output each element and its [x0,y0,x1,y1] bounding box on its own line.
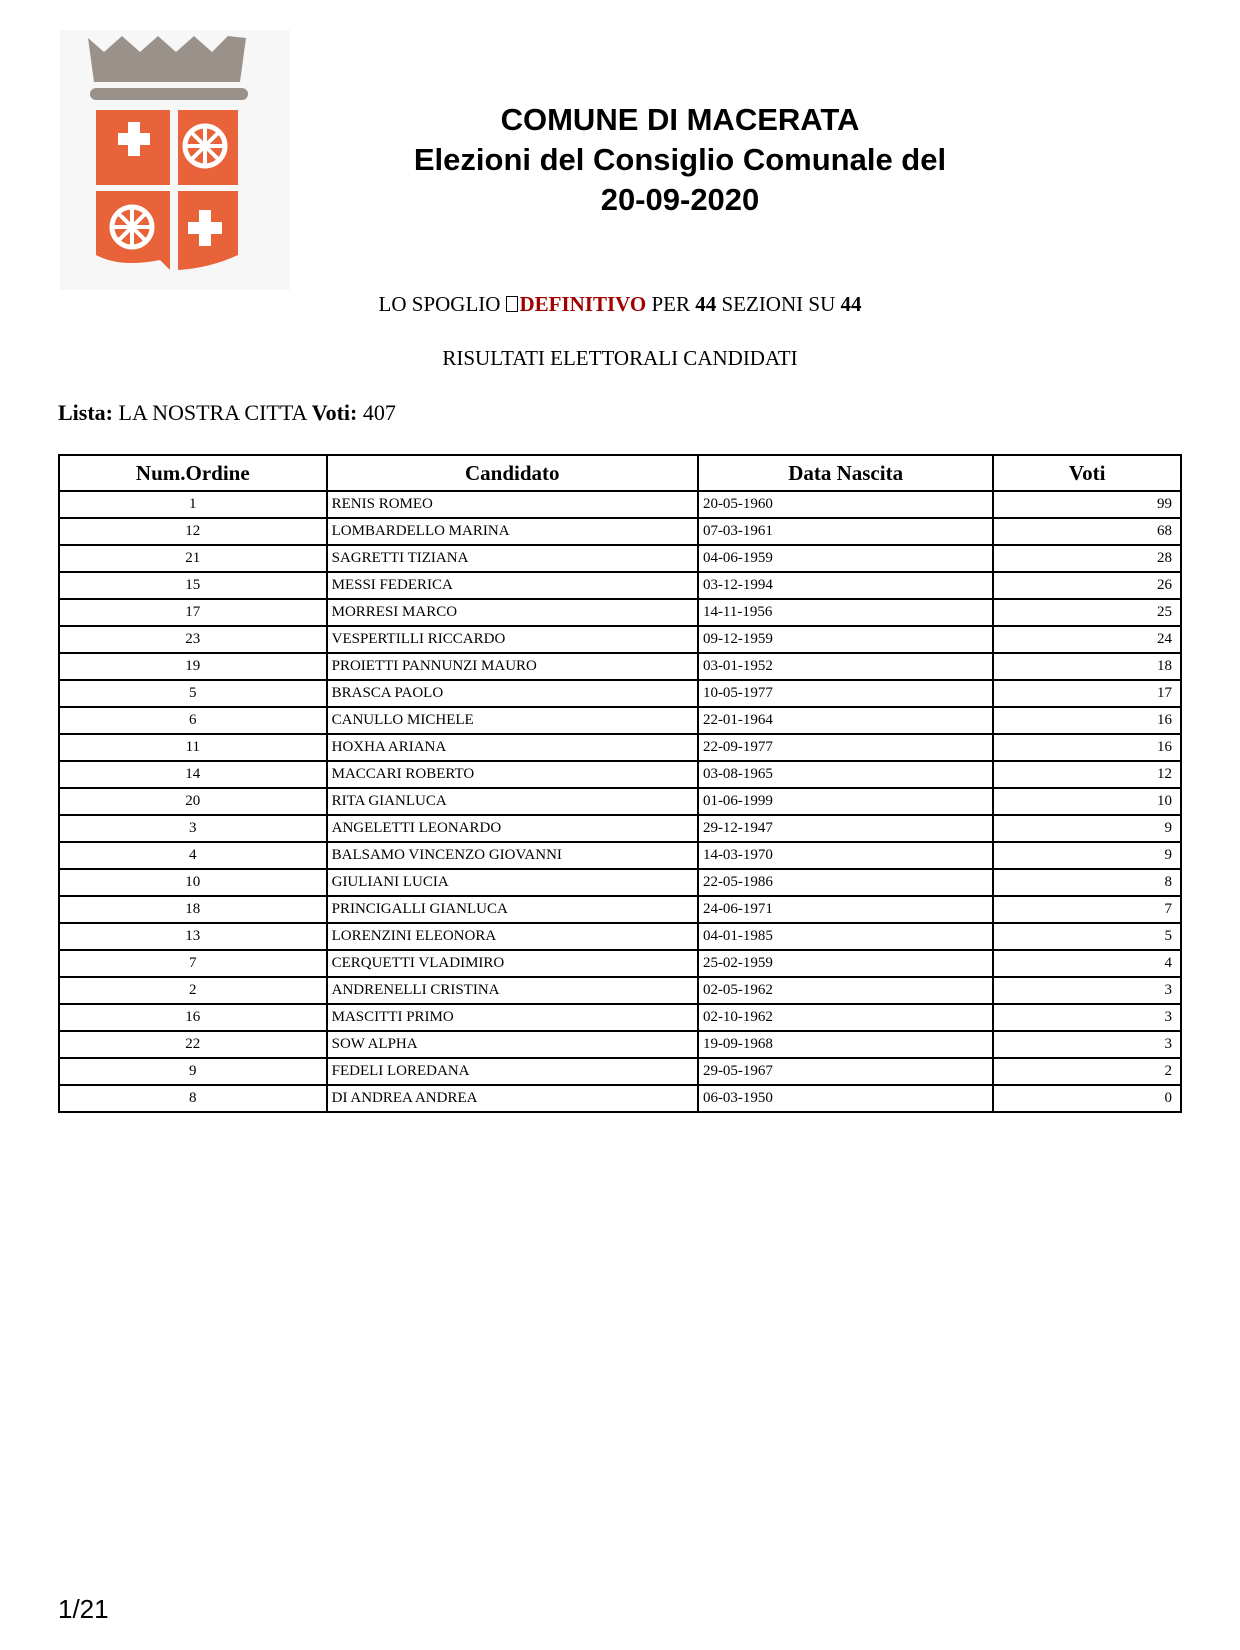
cell-candidato: LOMBARDELLO MARINA [327,518,698,545]
results-heading: RISULTATI ELETTORALI CANDIDATI [442,346,798,370]
cell-num-ordine: 9 [59,1058,327,1085]
cell-voti: 4 [993,950,1181,977]
cell-num-ordine: 7 [59,950,327,977]
cell-candidato: PROIETTI PANNUNZI MAURO [327,653,698,680]
cell-data-nascita: 02-05-1962 [698,977,993,1004]
table-row [59,815,1181,842]
cell-data-nascita: 10-05-1977 [698,680,993,707]
missing-glyph-box [506,296,518,312]
page-number: 1/21 [58,1594,109,1624]
cell-data-nascita: 09-12-1959 [698,626,993,653]
cell-data-nascita: 29-05-1967 [698,1058,993,1085]
cell-data-nascita: 03-12-1994 [698,572,993,599]
table-row [59,869,1181,896]
cell-candidato: CANULLO MICHELE [327,707,698,734]
candidates-table [58,454,1182,1113]
cell-voti: 16 [993,734,1181,761]
status-prefix: LO SPOGLIO [378,292,501,316]
column-header-num-ordine: Num.Ordine [59,455,327,491]
cell-voti: 3 [993,977,1181,1004]
cell-num-ordine: 10 [59,869,327,896]
cell-num-ordine: 4 [59,842,327,869]
cell-voti: 68 [993,518,1181,545]
cell-num-ordine: 19 [59,653,327,680]
cell-voti: 0 [993,1085,1181,1112]
sections-label: SEZIONI SU [721,292,836,316]
counting-status [0,292,1240,317]
table-header-row [59,455,1181,491]
cell-voti: 5 [993,923,1181,950]
table-row [59,680,1181,707]
cell-num-ordine: 13 [59,923,327,950]
cell-candidato: SAGRETTI TIZIANA [327,545,698,572]
cell-voti: 9 [993,842,1181,869]
cell-num-ordine: 21 [59,545,327,572]
cell-candidato: GIULIANI LUCIA [327,869,698,896]
cell-voti: 9 [993,815,1181,842]
cell-voti: 16 [993,707,1181,734]
municipal-crest-logo [60,30,290,290]
cell-data-nascita: 14-11-1956 [698,599,993,626]
cell-num-ordine: 6 [59,707,327,734]
column-header-candidato: Candidato [327,455,698,491]
status-state: DEFINITIVO [519,292,647,316]
list-votes: 407 [362,400,396,425]
election-title: Elezioni del Consiglio Comunale del [413,142,947,177]
cell-candidato: MORRESI MARCO [327,599,698,626]
cell-data-nascita: 03-01-1952 [698,653,993,680]
cell-data-nascita: 06-03-1950 [698,1085,993,1112]
cell-num-ordine: 12 [59,518,327,545]
cell-voti: 26 [993,572,1181,599]
voti-label: Voti: [311,400,358,425]
cell-data-nascita: 25-02-1959 [698,950,993,977]
cell-candidato: SOW ALPHA [327,1031,698,1058]
cell-voti: 99 [993,491,1181,518]
cell-voti: 12 [993,761,1181,788]
table-row [59,896,1181,923]
cell-candidato: RITA GIANLUCA [327,788,698,815]
table-row [59,842,1181,869]
table-row [59,923,1181,950]
cell-data-nascita: 14-03-1970 [698,842,993,869]
cell-voti: 25 [993,599,1181,626]
cell-voti: 3 [993,1031,1181,1058]
cell-data-nascita: 04-01-1985 [698,923,993,950]
status-per: PER [651,292,690,316]
table-row [59,1085,1181,1112]
cell-voti: 2 [993,1058,1181,1085]
table-row [59,599,1181,626]
cell-candidato: VESPERTILLI RICCARDO [327,626,698,653]
cell-num-ordine: 14 [59,761,327,788]
cell-candidato: MASCITTI PRIMO [327,1004,698,1031]
cell-voti: 7 [993,896,1181,923]
cell-candidato: MESSI FEDERICA [327,572,698,599]
cell-voti: 18 [993,653,1181,680]
cell-num-ordine: 2 [59,977,327,1004]
cell-voti: 3 [993,1004,1181,1031]
cell-candidato: PRINCIGALLI GIANLUCA [327,896,698,923]
table-row [59,788,1181,815]
cell-num-ordine: 1 [59,491,327,518]
lista-label: Lista: [58,400,113,425]
cell-candidato: BRASCA PAOLO [327,680,698,707]
column-header-voti: Voti [993,455,1181,491]
cell-voti: 17 [993,680,1181,707]
cell-voti: 28 [993,545,1181,572]
cell-candidato: LORENZINI ELEONORA [327,923,698,950]
cell-num-ordine: 3 [59,815,327,842]
cell-candidato: MACCARI ROBERTO [327,761,698,788]
cell-num-ordine: 22 [59,1031,327,1058]
sections-done: 44 [695,292,717,316]
cell-candidato: ANGELETTI LEONARDO [327,815,698,842]
cell-num-ordine: 16 [59,1004,327,1031]
cell-candidato: FEDELI LOREDANA [327,1058,698,1085]
cell-num-ordine: 17 [59,599,327,626]
column-header-data-nascita: Data Nascita [698,455,993,491]
cell-candidato: ANDRENELLI CRISTINA [327,977,698,1004]
table-row [59,545,1181,572]
cell-num-ordine: 5 [59,680,327,707]
cell-data-nascita: 04-06-1959 [698,545,993,572]
table-row [59,707,1181,734]
cell-data-nascita: 02-10-1962 [698,1004,993,1031]
cell-num-ordine: 8 [59,1085,327,1112]
cell-data-nascita: 22-01-1964 [698,707,993,734]
cell-data-nascita: 19-09-1968 [698,1031,993,1058]
cell-data-nascita: 22-05-1986 [698,869,993,896]
table-row [59,653,1181,680]
cell-num-ordine: 15 [59,572,327,599]
table-row [59,626,1181,653]
cell-num-ordine: 20 [59,788,327,815]
municipality-title: COMUNE DI MACERATA [500,102,860,137]
cell-num-ordine: 23 [59,626,327,653]
table-row [59,977,1181,1004]
cell-candidato: CERQUETTI VLADIMIRO [327,950,698,977]
cell-data-nascita: 07-03-1961 [698,518,993,545]
cell-candidato: BALSAMO VINCENZO GIOVANNI [327,842,698,869]
cell-voti: 24 [993,626,1181,653]
table-row [59,1004,1181,1031]
cell-data-nascita: 03-08-1965 [698,761,993,788]
cell-candidato: DI ANDREA ANDREA [327,1085,698,1112]
election-date: 20-09-2020 [600,182,760,217]
cell-data-nascita: 20-05-1960 [698,491,993,518]
table-row [59,518,1181,545]
document-header [370,100,990,220]
cell-data-nascita: 22-09-1977 [698,734,993,761]
cell-data-nascita: 01-06-1999 [698,788,993,815]
cell-num-ordine: 11 [59,734,327,761]
table-row [59,572,1181,599]
table-row [59,950,1181,977]
list-summary [58,400,396,426]
cell-candidato: RENIS ROMEO [327,491,698,518]
table-row [59,761,1181,788]
cell-data-nascita: 24-06-1971 [698,896,993,923]
cell-num-ordine: 18 [59,896,327,923]
list-name: LA NOSTRA CITTA [118,400,307,425]
cell-voti: 10 [993,788,1181,815]
table-row [59,734,1181,761]
cell-candidato: HOXHA ARIANA [327,734,698,761]
table-row [59,1058,1181,1085]
table-row [59,1031,1181,1058]
table-row [59,491,1181,518]
cell-data-nascita: 29-12-1947 [698,815,993,842]
sections-total: 44 [840,292,862,316]
cell-voti: 8 [993,869,1181,896]
